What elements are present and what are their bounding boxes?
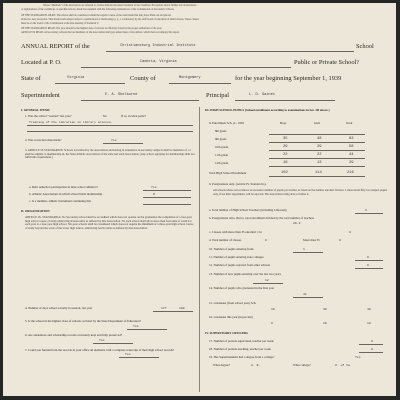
county-value: Montgomery (179, 76, 201, 80)
section-heading: II. ORGANIZATION (21, 209, 50, 213)
question-text: What college? (293, 363, 311, 367)
question-text: 9. Postgraduate only. (Article IV, Standard G). (209, 182, 267, 186)
question-text: c. Is a member, athletic instrument continuing this (29, 199, 91, 203)
question-text: 7. Could you furnish from the records in your office all elements with a complete transcript of their high school records? (25, 348, 175, 352)
standard-a-text: ARTICLE IX, STANDARD A: No Secondary school shall be accredited which does not operate on the graduation the completion of a four-year high school course of study embracing sixteen units as defined by this Association. No such school shall allow more than four units of credit for each year to a four-year high school. Six-year schools shall be considered which does not require the minimum of a three-year high school course of study beyond the work of the lower high school, embracing twelve units as defined by this Association. (25, 215, 194, 230)
column-divider (199, 107, 200, 392)
located-label: Located at P. O. (21, 59, 62, 66)
answer-value: Yes (151, 185, 157, 189)
county-label: County of (130, 75, 156, 82)
boys-value: 16 (283, 161, 288, 165)
row-line (269, 142, 365, 143)
answer-line (127, 329, 167, 330)
question-text: What degree? (213, 363, 231, 367)
standard-b-text: 3. ARTICLE IX STANDARD B: Schools accredited by the Association and having in attendance in secondary subjects shall be members of, or shall be eligible to membership in, the State Athletic Association of the state and such Association. (Any school applying for membership shall not fulfill this requirement.) (25, 148, 195, 160)
answer-value: 0 (367, 263, 369, 267)
girls-value: 48 (317, 137, 322, 141)
school-word: School (356, 43, 374, 50)
row-line (269, 134, 365, 135)
answer-value: 8 (271, 321, 273, 325)
answer-value: 12 (265, 278, 269, 282)
question-text: c. Classes with more than 35 enrolled: 1 in (209, 230, 262, 234)
answer-value: O (153, 192, 155, 196)
principal-label: Principal (206, 92, 230, 99)
instruction-line: Where "Methods" of the description are referred to, bodies indicate the usual treatment of the classified. Exceptions and/or further text observations (43, 4, 197, 7)
superintendent-label: Superintendent (21, 92, 60, 99)
answer-line (93, 343, 133, 344)
boys-value: 35 (283, 137, 288, 141)
question-text: 4. Number of days school actually in session, last year (25, 306, 93, 310)
note-text: All schools whose record shows an excessive number of pupils per teacher, as based on the number enrolled October 1, must enroll fifty-two subject-pupils only, if not their supplement, will be rejected. The Association being able to further it. (213, 189, 387, 196)
row-line (269, 176, 365, 177)
section-heading: IV. SUPERVISORY OFFICERS (205, 331, 248, 335)
question-text: If so, in what point? (121, 114, 146, 118)
question-text: 18. Number of periods teaching, teacher per week (209, 347, 271, 351)
answer-value: 180 (179, 306, 185, 310)
answer-value: 6 (365, 208, 367, 212)
girls-value: 13 (317, 161, 322, 165)
total-value: 29 (349, 161, 354, 165)
answer-value: 10 (323, 321, 327, 325)
answer-line (119, 357, 159, 358)
answer-value: 40 (367, 307, 371, 311)
answer-line (103, 143, 143, 144)
answer-value: 30 (323, 307, 327, 311)
answer-line (293, 252, 323, 253)
answer-value: Yes (99, 338, 105, 342)
answer-value: Yes (133, 324, 139, 328)
answer-line (355, 260, 383, 261)
report-title: ANNUAL REPORT of the (21, 43, 90, 50)
question-text: b. Postgraduate ratio, that is, total enrollment divided by the total number of teachers (209, 216, 314, 220)
column-header: Boys (280, 121, 287, 125)
question-text: b. Athletic Associations in which school holds membership (29, 192, 103, 196)
answer-line (253, 283, 283, 284)
row-line (269, 158, 365, 159)
state-line (55, 83, 125, 84)
instruction-line: OF THE STANDARD D READ: The year should be the highest data of schools as officially found by the proper authorities of the year. (21, 27, 162, 30)
superintendent-value: E. A. Shelburne (105, 93, 138, 97)
grade-label: 10th grade (215, 145, 229, 149)
answer-value: 0 (349, 230, 351, 234)
total-value: 83 (349, 137, 354, 141)
question-text: 1. Was the school "warned" last year? (25, 114, 72, 118)
answer-value: U. of Va. (335, 363, 352, 367)
grand-total: 216 (347, 171, 354, 175)
answer-value: A. B. (251, 363, 261, 367)
girls-value: 22 (317, 153, 322, 157)
answer-line (359, 344, 383, 345)
answer-value: 0 (371, 347, 373, 351)
column-header: Total (346, 121, 353, 125)
year-label: for the year beginning September 1, 1939 (235, 75, 342, 82)
row-line (269, 166, 365, 167)
answer-value: 0 (265, 238, 267, 242)
question-text: 14. Number of pupils who graduated in the first year (209, 286, 275, 290)
answer-line (27, 125, 193, 126)
answer-line (153, 311, 193, 312)
public-private: Public or Private School? (294, 59, 360, 66)
answer-line (355, 213, 383, 214)
question-text: 11. Number of pupils entering state colleges (209, 255, 264, 259)
answer-line (293, 297, 323, 298)
question-text: a. Total number of High School Teachers (including Librarian) (209, 208, 287, 212)
question-text: More than 35 (303, 238, 320, 242)
principal-line (235, 100, 335, 101)
answer-value: 0 (367, 255, 369, 259)
table-caption: 8. Enrollment Sch. yr., 1939 (209, 121, 244, 125)
girls-total: 114 (315, 171, 322, 175)
boys-value: 22 (283, 153, 288, 157)
section-heading: I. GENERAL ITEMS (21, 108, 50, 112)
answer-line (143, 190, 191, 191)
grade-label: 9th grade (215, 137, 227, 141)
boys-value: 29 (283, 145, 288, 149)
instruction-line: ARTICLE IX READ: All secondary schools that are members of the Association shall pay annual dues of ten dollars, which must accompany this report. (21, 31, 180, 34)
answer-line (355, 268, 383, 269)
row-line (269, 150, 365, 151)
boys-total: 102 (281, 171, 288, 175)
answer-line (27, 131, 193, 132)
county-line (169, 83, 231, 84)
question-text: 19. Has Superintendent had a degree from a college? (209, 355, 275, 359)
answer-value: Yes (125, 352, 131, 356)
question-text: 2. Was correction then made? (25, 138, 62, 142)
question-text: 13. Number of new pupils entering over the last two years (209, 272, 281, 276)
answer-line (359, 352, 383, 353)
questionnaire-page (3, 3, 396, 396)
superintendent-line (81, 100, 199, 101)
answer-value: 10 (271, 307, 275, 311)
school-name-line (106, 51, 354, 52)
section-heading: III. HIGH SCHOOL PUPILS (School enrollment according to examinations in Sec. III above.) (205, 108, 330, 112)
grade-label: 8th grade (215, 129, 227, 133)
total-value: 58 (349, 145, 354, 149)
principal-value: L. D. Gaines (249, 93, 275, 97)
instruction-line: or explanations of the conditions, as specified above, should be supplied with the following explanations of the Commission on Secondary Schools. (21, 8, 175, 11)
question-text: 12. Number of pupils rejected from other schools (209, 263, 271, 267)
answer-value: 0 (339, 238, 341, 242)
answer-value: 1 (303, 247, 305, 251)
instruction-line: in the list. Any exception. This should each subject subject to publication for mentioning (e. g., a conference) by the staff board of education of small classes. These classes (21, 18, 199, 21)
question-text: 10. Number of pupils entering from: (209, 247, 255, 251)
answer-value: Yes (111, 138, 117, 142)
answer-value: 177 (161, 306, 167, 310)
instruction-line: OF THE STANDARD B. READ: The school shall be considered within the regular course of the curriculum that they have filled out and placed (21, 14, 171, 17)
school-name: Christiansburg Industrial Institute (120, 44, 196, 48)
answer-value: 18 (367, 321, 371, 325)
state-label: State of (21, 75, 41, 82)
total-value: 44 (349, 153, 354, 157)
question-text: a. Debt reduction participation in inter-school athletics? (29, 185, 98, 189)
answer-line (143, 204, 191, 205)
question-text: 16. Graduates this year (in percent) (209, 315, 253, 319)
located-line (81, 67, 291, 68)
instruction-line: must be on the board of the Commission at the first meeting of Standard V. (21, 22, 99, 25)
question-text: 15. Graduates (from school year) Sch. (209, 301, 257, 305)
answer-value: No (103, 114, 107, 118)
totals-label: Total High School Enrollment (209, 171, 247, 175)
grade-label: 11th grade (215, 153, 229, 157)
answer-value: Training of the librarian in library science. (29, 120, 113, 124)
answer-value: Yes (355, 355, 361, 359)
answer-value: 0 (371, 339, 373, 343)
located-value: Cambria, Virginia (140, 60, 177, 64)
grade-label: 12th grade (215, 161, 229, 165)
girls-value: 29 (317, 145, 322, 149)
answer-value: 41 (303, 292, 307, 296)
column-header: Girls (314, 121, 321, 125)
question-text: 6. Are attendance and scholarship records accurately kept and fully preserved? (25, 333, 123, 337)
state-value: Virginia (67, 76, 85, 80)
answer-value: 29.8 (293, 221, 301, 225)
question-text: d. Total number of classes (209, 238, 242, 242)
question-text: 5. Is the school in the highest class of schools as listed by the State Department of Education? (25, 319, 141, 323)
question-text: 17. Number of periods supervised, teacher per week (209, 339, 274, 343)
answer-line (143, 197, 191, 198)
